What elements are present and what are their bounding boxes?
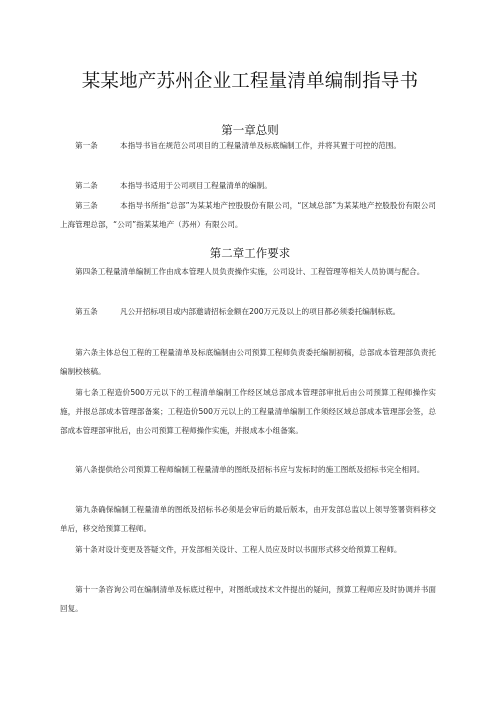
chapter-1-heading: 第一章总则 bbox=[221, 123, 279, 137]
article-text: 凡公开招标项目或内部邀请招标金额在200万元及以上的项目都必须委托编制标底。 bbox=[120, 307, 401, 316]
article-text: 第十一条咨询公司在编制清单及标底过程中，对图纸或技术文件提出的疑问，预算工程师应及时协调并书面回复。 bbox=[60, 585, 436, 613]
article-6 bbox=[60, 343, 436, 381]
document-title: 某某地产苏州企业工程量清单编制指导书 bbox=[81, 71, 419, 92]
article-3 bbox=[60, 196, 436, 234]
article-text: 本指导书适用于公司项目工程量清单的编制。 bbox=[120, 181, 272, 190]
article-1 bbox=[60, 136, 436, 155]
article-text: 第四条工程量清单编制工作由成本管理人员负责操作实施，公司设计、工程管理等相关人员协调与配合。 bbox=[75, 267, 425, 276]
article-number: 第五条 bbox=[75, 307, 98, 316]
article-number: 第三条 bbox=[75, 201, 98, 210]
article-text: 本指导书旨在规范公司项目的工程量清单及标底编制工作，并将其置于可控的范围。 bbox=[120, 141, 401, 150]
article-number: 第一条 bbox=[75, 141, 98, 150]
article-text: 本指导书所指“总部”为某某地产控股股份有限公司，“区域总部”为某某地产控股股份有限公司上海管理总部，“公司”指某某地产（苏州）有限公司。 bbox=[60, 201, 436, 229]
article-4 bbox=[60, 262, 436, 281]
article-11 bbox=[60, 580, 436, 618]
article-5 bbox=[60, 302, 436, 321]
article-7 bbox=[60, 383, 436, 440]
article-8 bbox=[60, 460, 436, 479]
article-9 bbox=[60, 500, 436, 538]
article-10 bbox=[60, 540, 436, 559]
article-text: 第六条主体总包工程的工程量清单及标底编制由公司预算工程师负责委托编制初稿，总部成本管理部负责托编制校核稿。 bbox=[60, 348, 436, 376]
article-text: 第七条工程造价500万元以下的工程清单编制工作经区域总部成本管理部审批后由公司预算工程师操作实施，并报总部成本管理部备案；工程造价500万元以上的工程量清单编制工作须经区域总部成本管理部会签，总部成本管理部审批后，由公司预算工程师操作实施，并报成本小组备案。 bbox=[60, 388, 436, 435]
article-text: 第九条确保编制工程量清单的图纸及招标书必须是会审后的最后版本，由开发部总监以上领导签署资料移交单后，移交给预算工程师。 bbox=[60, 505, 436, 533]
article-number: 第二条 bbox=[75, 181, 98, 190]
chapter-2-heading: 第二章工作要求 bbox=[209, 246, 291, 260]
article-text: 第八条提供给公司预算工程师编制工程量清单的图纸及招标书应与发标时的施工图纸及招标书完全相同。 bbox=[75, 465, 425, 474]
article-text: 第十条对设计变更及答疑文件，开发部相关设计、工程人员应及时以书面形式移交给预算工程师。 bbox=[75, 545, 402, 554]
article-2 bbox=[60, 176, 436, 195]
